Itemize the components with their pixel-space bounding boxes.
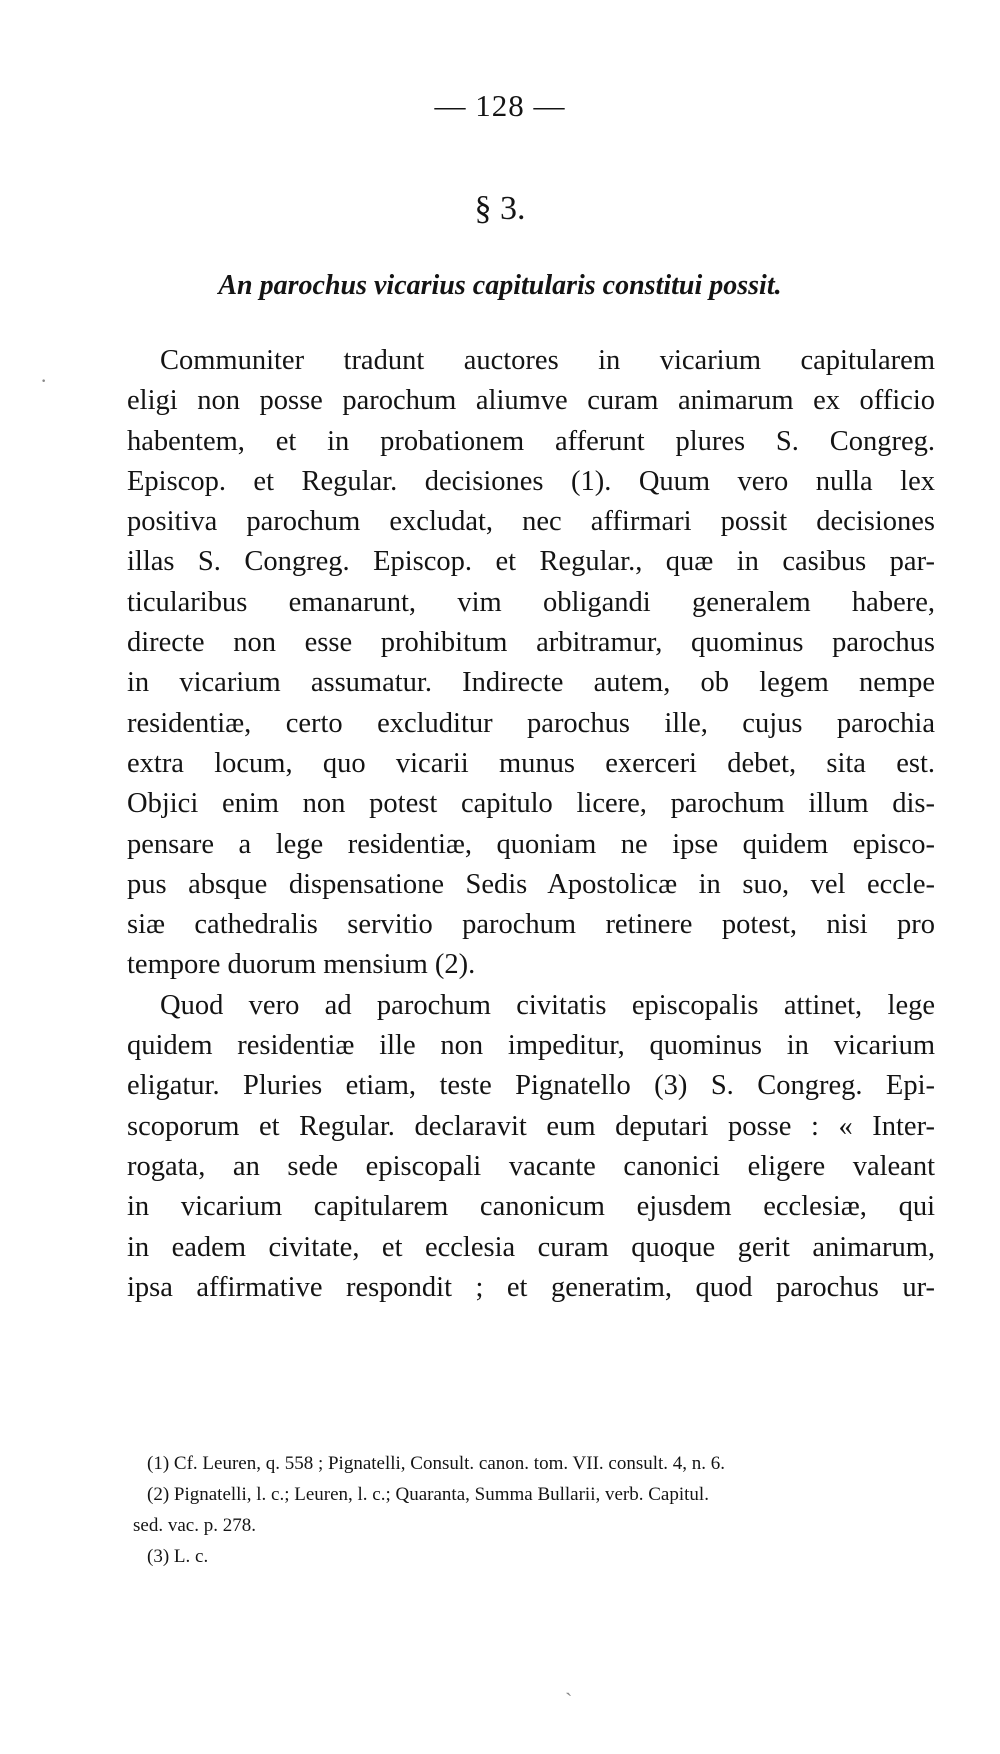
text-line: Quod vero ad parochum civitatis episcopalis attinet, lege xyxy=(160,989,935,1021)
text-line: residentiæ, certo excluditur parochus ille, cujus parochia xyxy=(127,707,935,739)
text-line: habentem, et in probationem afferunt plures S. Congreg. xyxy=(127,425,935,457)
footnote: (1) Cf. Leuren, q. 558 ; Pignatelli, Consult. canon. tom. VII. consult. 4, n. 6. xyxy=(147,1453,726,1474)
text-line: eligatur. Pluries etiam, teste Pignatello (3) S. Congreg. Epi- xyxy=(127,1070,935,1102)
text-line: extra locum, quo vicarii munus exerceri debet, sita est. xyxy=(127,747,935,779)
text-line: pensare a lege residentiæ, quoniam ne ipse quidem episco- xyxy=(127,828,935,860)
scan-speck: · xyxy=(40,368,48,393)
text-line: directe non esse prohibitum arbitramur, quominus parochus xyxy=(127,627,935,659)
page-number: — 128 — xyxy=(434,88,566,123)
text-line: in vicarium capitularem canonicum ejusdem ecclesiæ, qui xyxy=(127,1191,935,1223)
text-line: scoporum et Regular. declaravit eum deputari posse : « Inter- xyxy=(127,1110,935,1142)
text-line: Communiter tradunt auctores in vicarium capitularem xyxy=(160,345,935,376)
text-line: Episcop. et Regular. decisiones (1). Quum vero nulla lex xyxy=(127,465,935,497)
footnote-continuation: sed. vac. p. 278. xyxy=(133,1515,256,1536)
footnote: (3) L. c. xyxy=(147,1546,209,1567)
text-line: illas S. Congreg. Episcop. et Regular., quæ in casibus par- xyxy=(127,546,935,578)
text-line: eligi non posse parochum aliumve curam animarum ex officio xyxy=(127,385,935,417)
text-line: Objici enim non potest capitulo licere, parochum illum dis- xyxy=(127,788,935,820)
footnote: (2) Pignatelli, l. c.; Leuren, l. c.; Quaranta, Summa Bullarii, verb. Capitul. xyxy=(147,1484,709,1505)
body-text xyxy=(127,341,935,1308)
text-line: tempore duorum mensium (2). xyxy=(127,949,476,981)
footnotes xyxy=(133,1448,935,1572)
text-line: rogata, an sede episcopali vacante canonici eligere valeant xyxy=(127,1150,935,1182)
scan-speck: ` xyxy=(565,1688,573,1713)
text-line: in eadem civitate, et ecclesia curam quoque gerit animarum, xyxy=(127,1231,935,1263)
text-line: siæ cathedralis servitio parochum retinere potest, nisi pro xyxy=(127,909,935,941)
section-title: An parochus vicarius capitularis constitui possit. xyxy=(218,270,782,301)
text-line: in vicarium assumatur. Indirecte autem, ob legem nempe xyxy=(127,667,935,699)
text-line: quidem residentiæ ille non impeditur, quominus in vicarium xyxy=(127,1030,935,1062)
text-line: positiva parochum excludat, nec affirmari possit decisiones xyxy=(127,506,935,538)
text-line: ticularibus emanarunt, vim obligandi generalem habere, xyxy=(127,586,935,618)
section-heading: § 3. xyxy=(474,190,526,227)
text-line: ipsa affirmative respondit ; et generatim, quod parochus ur- xyxy=(127,1271,935,1303)
text-line: pus absque dispensatione Sedis Apostolicæ in suo, vel eccle- xyxy=(127,868,935,900)
